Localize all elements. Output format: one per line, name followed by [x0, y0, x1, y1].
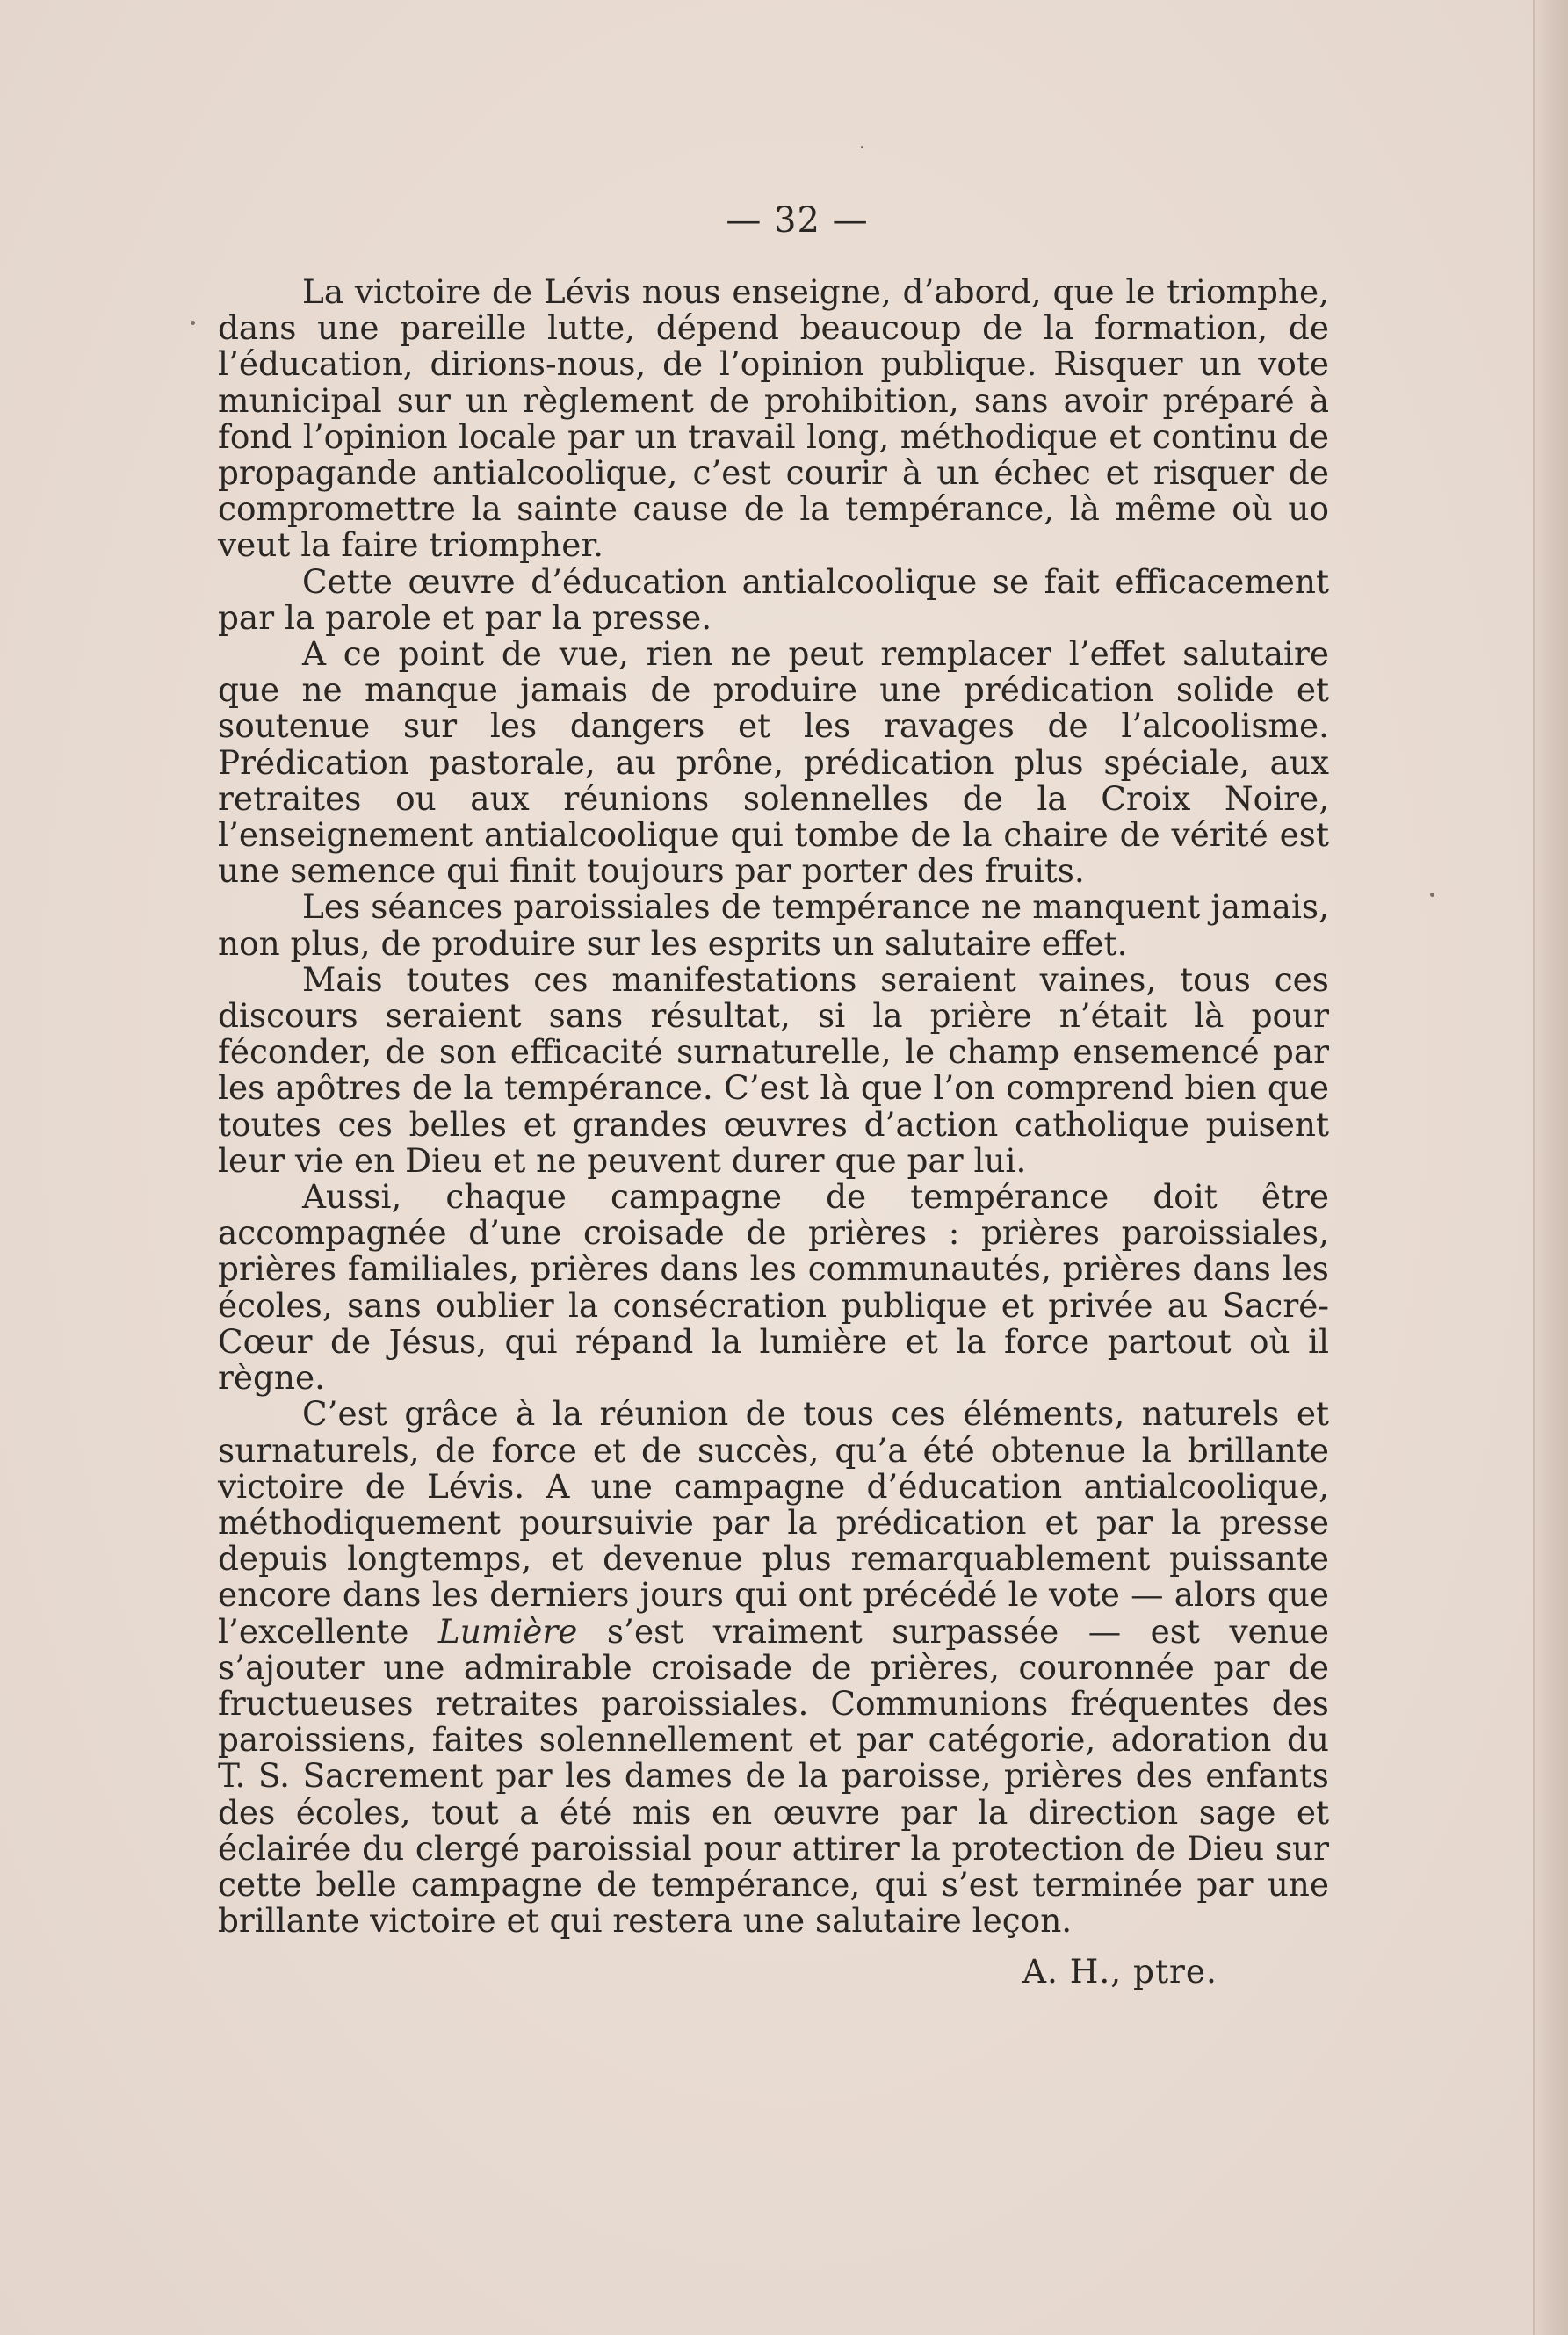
paper-speck	[1430, 893, 1434, 897]
paragraph-7-text-b: s’est vraiment surpassée — est venue s’ajouter une admirable croisade de prières, couronnée par de fructueuses retraites paroissiales. Communions fréquentes des paroissiens, faites solennellement et par catégorie, adoration du T. S. Sacrement par les dames de la paroisse, prières des enfants des écoles, tout a été mis en œuvre par la direction sage et éclairée du clergé paroissial pour attirer la protection de Dieu sur cette belle campagne de tempérance, qui s’est terminée par une brillante victoire et qui restera une salutaire leçon.	[218, 1611, 1329, 1941]
paragraph-5: Mais toutes ces manifestations seraient vaines, tous ces discours seraient sans résultat, si la prière n’était là pour féconder, de son efficacité surnaturelle, le champ ensemencé par les apôtres de la tempérance. C’est là que l’on comprend bien que toutes ces belles et grandes œuvres d’action catholique puisent leur vie en Dieu et ne peuvent durer que par lui.	[218, 959, 1329, 1180]
paragraph-7	[218, 1396, 1329, 1939]
paper-speck	[861, 146, 863, 148]
paragraph-2: Cette œuvre d’éducation antialcoolique se fait efficacement par la parole et par la presse.	[218, 561, 1329, 637]
paragraph-7-text-a: C’est grâce à la réunion de tous ces éléments, naturels et surnaturels, de force et de succès, qu’a été obtenue la brillante victoire de Lévis. A une campagne d’éducation antialcoolique, méthodiquement poursuivie par la prédication et par la presse depuis longtemps, et devenue plus remarquablement puissante encore dans les derniers jours qui ont précédé le vote — alors que l’excellente	[218, 1394, 1329, 1651]
paragraph-6: Aussi, chaque campagne de tempérance doit être accompagnée d’une croisade de prières : prières paroissiales, prières familiales, prières dans les communautés, prières dans les écoles, sans oublier la consécration publique et privée au Sacré-Cœur de Jésus, qui répand la lumière et la force partout où il règne.	[218, 1177, 1329, 1398]
paper-speck	[191, 321, 195, 325]
page-number: — 32 —	[726, 200, 869, 241]
publication-title-lumiere: Lumière	[437, 1611, 578, 1651]
page-edge-shadow	[1533, 0, 1568, 2335]
article-body	[218, 274, 1329, 1939]
paragraph-3: A ce point de vue, rien ne peut remplacer l’effet salutaire que ne manque jamais de produire une prédication solide et soutenue sur les dangers et les ravages de l’alcoolisme. Prédication pastorale, au prône, prédication plus spéciale, aux retraites ou aux réunions solennelles de la Croix Noire, l’enseignement antialcoolique qui tombe de la chaire de vérité est une semence qui finit toujours par porter des fruits.	[218, 634, 1329, 891]
paragraph-4: Les séances paroissiales de tempérance ne manquent jamais, non plus, de produire sur les esprits un salutaire effet.	[218, 887, 1329, 963]
author-signature: A. H., ptre.	[1022, 1952, 1218, 1991]
paragraph-1: La victoire de Lévis nous enseigne, d’abord, que le triomphe, dans une pareille lutte, dépend beaucoup de la formation, de l’éducation, dirions-nous, de l’opinion publique. Risquer un vote municipal sur un règlement de prohibition, sans avoir préparé à fond l’opinion locale par un travail long, méthodique et continu de propagande antialcoolique, c’est courir à un échec et risquer de compromettre la sainte cause de la tempérance, là même où uo veut la faire triompher.	[218, 272, 1329, 565]
